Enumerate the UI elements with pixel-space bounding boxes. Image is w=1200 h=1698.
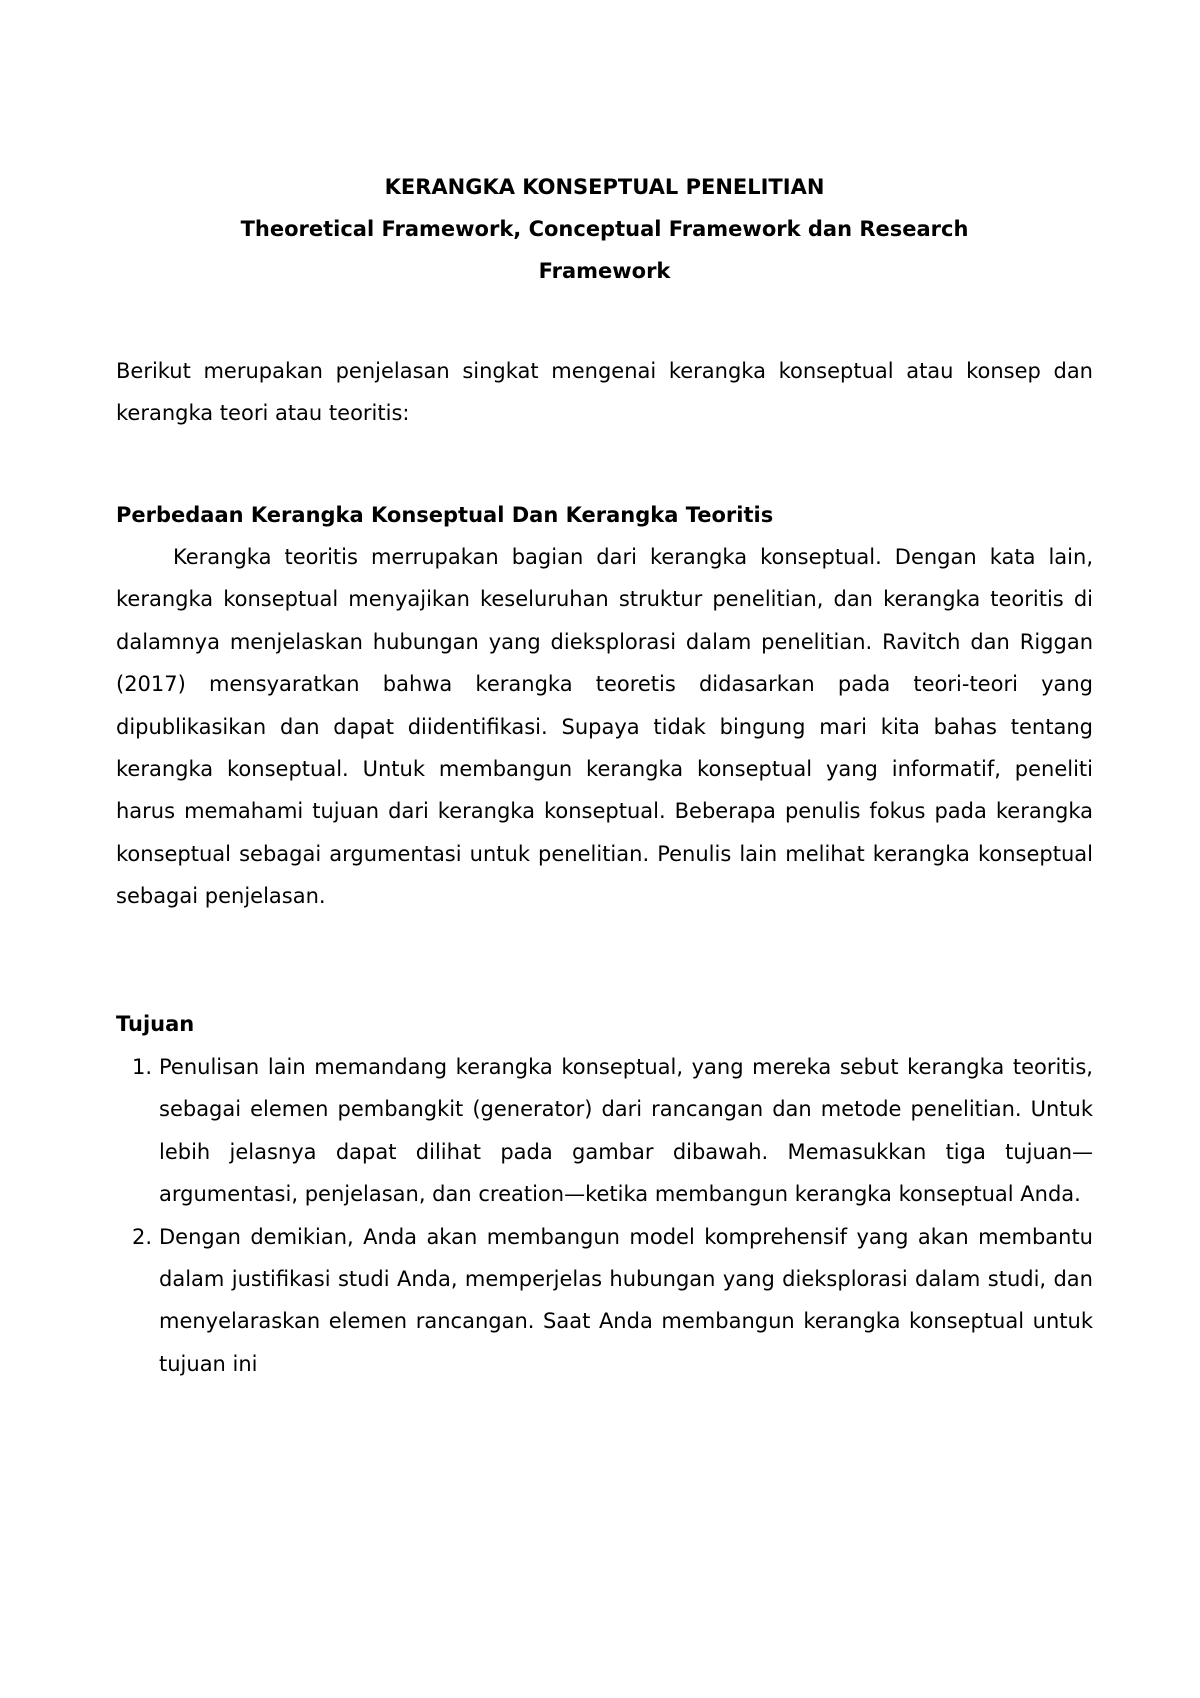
document-subtitle-line1: Theoretical Framework, Conceptual Framework dan Research xyxy=(240,217,969,241)
document-title: KERANGKA KONSEPTUAL PENELITIAN xyxy=(384,175,825,199)
list-item-text: Dengan demikian, Anda akan membangun model komprehensif yang akan membantu dalam justifikasi studi Anda, memperjelas hubungan yang dieksplorasi dalam studi, dan menyelaraskan elemen rancangan. Saat Anda membangun kerangka konseptual untuk tujuan ini xyxy=(159,1224,1093,1376)
section-paragraph-perbedaan: Kerangka teoritis merrupakan bagian dari kerangka konseptual. Dengan kata lain, kerangka konseptual menyajikan keseluruhan struktur penelitian, dan kerangka teoritis di dalamnya menjelaskan hubungan yang dieksplorasi dalam penelitian. Ravitch dan Riggan (2017) mensyaratkan bahwa kerangka teoretis didasarkan pada teori-teori yang dipublikasikan dan dapat diidentifikasi. Supaya tidak bingung mari kita bahas tentang kerangka konseptual. Untuk membangun kerangka konseptual yang informatif, peneliti harus memahami tujuan dari kerangka konseptual. Beberapa penulis fokus pada kerangka konseptual sebagai argumentasi untuk penelitian. Penulis lain melihat kerangka konseptual sebagai penjelasan. xyxy=(116,545,1093,909)
list-item xyxy=(116,1046,1093,1216)
tujuan-list xyxy=(116,1046,1093,1385)
list-item xyxy=(116,1216,1093,1386)
intro-paragraph: Berikut merupakan penjelasan singkat mengenai kerangka konseptual atau konsep dan kerangka teori atau teoritis: xyxy=(116,359,1093,426)
list-item-number: 1. xyxy=(131,1055,152,1079)
section-heading-perbedaan: Perbedaan Kerangka Konseptual Dan Kerangka Teoritis xyxy=(116,503,774,527)
section-heading-tujuan: Tujuan xyxy=(116,1012,195,1036)
document-subtitle-line2: Framework xyxy=(538,259,671,283)
document-title-block xyxy=(116,166,1093,292)
list-item-text: Penulisan lain memandang kerangka konseptual, yang mereka sebut kerangka teoritis, sebagai elemen pembangkit (generator) dari rancangan dan metode penelitian. Untuk lebih jelasnya dapat dilihat pada gambar dibawah. Memasukkan tiga tujuan—argumentasi, penjelasan, dan creation—ketika membangun kerangka konseptual Anda. xyxy=(159,1055,1093,1207)
list-item-number: 2. xyxy=(131,1224,152,1249)
